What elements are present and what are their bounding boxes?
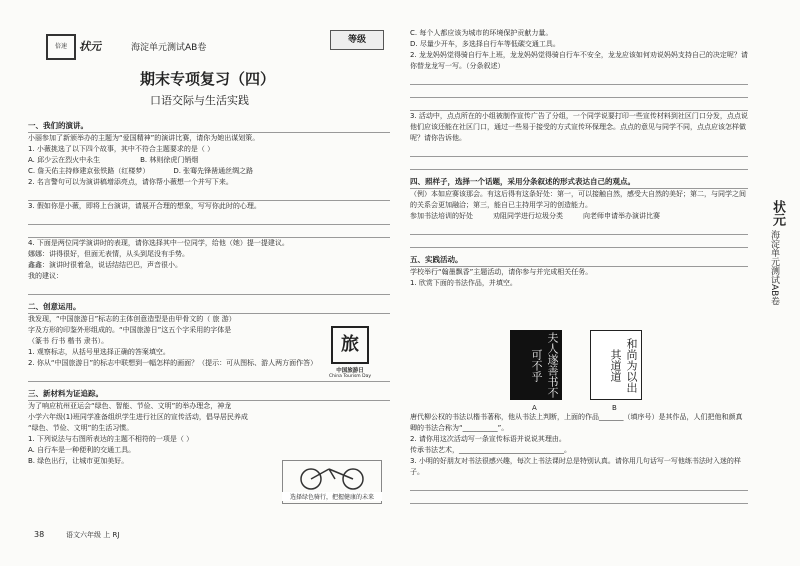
calligraphy-works	[510, 330, 670, 410]
answer-line[interactable]	[28, 227, 390, 238]
question-right-2: 2. 龙龙妈妈觉得骑自行车上班，龙龙妈妈觉得骑自行车不安全，龙龙应该如何劝说妈妈支持自己的决定呢？请你替龙龙写一写。（分条叙述）	[410, 51, 748, 70]
section-5-q2-line: 传承书法艺术，______________________________。	[410, 446, 571, 454]
section-5-q2: 2. 请你用这次活动写一条宣传标语并说说其理由。	[410, 435, 566, 443]
topic-option[interactable]: 向老师申请举办演讲比赛	[583, 212, 660, 220]
option-c: C. 詹天佑主持修建京张铁路（红楼梦）	[28, 167, 150, 175]
section-3-q1: 1. 下列说法与右图所表达的主题不相符的一项是（ ）	[28, 435, 194, 443]
spine-name: 状元	[770, 200, 785, 226]
section-5-q1: 1. 欣赏下面的书法作品，并填空。	[410, 279, 517, 287]
logo-caption-cn: 中国旅游日	[336, 368, 364, 374]
bike-caption: 选择绿色骑行，把握健康的未来	[282, 492, 382, 501]
answer-line[interactable]	[410, 237, 748, 248]
section-3-p2: 小学六年级(1)班同学准备组织学生进行社区的宣传活动，倡导居民养成	[28, 413, 248, 421]
spine-series: 海淀单元测试AB卷	[769, 230, 779, 306]
section-2-p3: （篆书 行书 楷书 隶书）。	[28, 337, 109, 345]
right-column-lower	[410, 412, 748, 504]
calligraphy-b-label: B	[612, 404, 617, 412]
section-5-title: 五、实践活动。	[410, 254, 748, 267]
student-b-text: 鑫鑫：演讲时很着急，说话结结巴巴，声音很小。	[28, 261, 182, 269]
section-5-q3: 3. 小明的好朋友对书法很感兴趣，每次上书法课时总是特别认真。请你用几句话写一写他练书法时入迷的样子。	[410, 457, 741, 476]
question-3: 3. 假如你是小薇，即将上台演讲，请展开合理的想象，写写你此时的心理。	[28, 202, 261, 210]
answer-line[interactable]	[410, 74, 748, 85]
question-2: 2. 名言警句可以为演讲稿增添亮点，请你帮小薇想一个并写下来。	[28, 178, 233, 186]
logo-mark-icon: 旅	[331, 326, 369, 364]
section-4-title: 四、照样子，选择一个话题，采用分条叙述的形式表达自己的观点。	[410, 176, 748, 189]
option-d: D. 张骞先锋凿通丝绸之路	[173, 167, 254, 175]
page-subtitle: 口语交际与生活实践	[150, 94, 249, 107]
question-1: 1. 小薇挑选了以下四个故事，其中不符合主题要求的是（ ）	[28, 145, 215, 153]
grade-tag: 等级	[330, 30, 384, 50]
brand-name: 状元	[79, 40, 101, 53]
section-1-intro: 小丽参加了新颁举办的主题为“爱国精神”的演讲比赛，请你为她出谋划策。	[28, 134, 260, 142]
answer-line[interactable]	[28, 284, 390, 295]
section-2-p1: 我发现，“中国旅游日”标志的主体创意造型是由甲骨文的（ 旅 游）	[28, 315, 236, 323]
logo-caption-en: China Tourism Day	[328, 374, 372, 379]
calligraphy-a: 夫人遂善书不可不乎	[510, 330, 562, 400]
section-5-q1-fill: 唐代柳公权的书法以楷书著称，他从书法上判断，上面的作品_______（填序号）是其作品，人们把他和颜真卿的书法合称为“__________”。	[410, 413, 743, 432]
question-4: 4. 下面是两位同学演讲时的表现，请你选择其中一位同学，给他（她）提一提建议。	[28, 239, 289, 247]
section-2-q2: 2. 你从“中国旅游日”的标志中联想到一幅怎样的画面？（提示：可从图标、游人两方面作答）	[28, 359, 318, 367]
option-a: A. 邱少云在烈火中永生	[28, 156, 101, 164]
section-3-q1-b: B. 绿色出行，让城市更加美好。	[28, 457, 129, 465]
section-3-title: 三、新材料为证追踪。	[28, 388, 390, 401]
right-column	[410, 28, 748, 289]
answer-line[interactable]	[410, 224, 748, 235]
my-suggestion-label: 我的建议：	[28, 272, 63, 280]
answer-line[interactable]	[28, 214, 390, 225]
brand-series: 海淀单元测试AB卷	[131, 43, 207, 53]
calligraphy-b: 和尚为以出其道道	[590, 330, 642, 400]
section-4-options	[410, 211, 748, 222]
spine-brand	[768, 200, 790, 380]
brand-header	[46, 34, 346, 60]
footer-book-info: 语文六年级 上 RJ	[66, 531, 120, 539]
answer-line[interactable]	[410, 493, 748, 504]
section-3-p1: 为了响应杭州亚运会“绿色、智能、节俭、文明”的举办理念，神龙	[28, 402, 232, 410]
bicycle-icon	[283, 461, 381, 491]
topic-option[interactable]: 参加书法培训的好处	[410, 212, 473, 220]
section-3-q1-a: A. 自行车是一种便利的交通工具。	[28, 446, 136, 454]
student-a-text: 娜娜：讲得很好，但面无表情，从头到尾没有手势。	[28, 250, 189, 258]
answer-line[interactable]	[28, 190, 390, 201]
question-right-3: 3. 活动中，点点所在的小组被制作宣传广告了分组，一个同学说要打印一些宣传材料到社区门口分发，点点说他们应该还能在社区门口，通过一些易于接受的方式宣传环保理念。点点的意见与同学不同，点点应该怎样做呢？请你告诉他。	[410, 112, 748, 142]
option-c-right: C. 每个人都应该为城市的环境保护贡献力量。	[410, 29, 553, 37]
brand-logo-icon: 倍速	[46, 34, 76, 60]
left-column	[28, 114, 390, 467]
page-number: 38	[34, 530, 45, 539]
answer-line[interactable]	[410, 159, 748, 170]
topic-option[interactable]: 劝阻同学进行垃圾分类	[493, 212, 563, 220]
tourism-day-logo	[320, 326, 380, 384]
option-d-right: D. 尽量少开车，多选择自行车等低碳交通工具。	[410, 40, 560, 48]
calligraphy-a-label: A	[532, 404, 537, 412]
section-5-intro: 学校举行“翰墨飘香”主题活动，请你参与并完成相关任务。	[410, 268, 593, 276]
section-3-p3: “绿色、节俭、文明”的生活习惯。	[28, 424, 134, 432]
section-2-q1: 1. 观察标志，从括号里选择正确的答案填空。	[28, 348, 170, 356]
section-2-p2: 字及方形的印鉴外形组成的。“中国旅游日”这五个字采用的字体是	[28, 326, 232, 334]
section-2-title: 二、创意运用。	[28, 301, 390, 314]
answer-line[interactable]	[410, 480, 748, 491]
page-title: 期末专项复习（四）	[140, 70, 276, 88]
answer-line[interactable]	[410, 87, 748, 98]
answer-line[interactable]	[410, 146, 748, 157]
option-b: B. 林则徐虎门销烟	[140, 156, 199, 164]
section-4-example: （例）本如应赛该那会。有这后得有这条好处：第一，可以接触自然，感受大自然的美好；第二，与同学之间的关系会更加融洽；第三，能自已主持用学习的创造能力。	[410, 190, 746, 209]
answer-line[interactable]	[410, 100, 748, 111]
section-1-title: 一、我们的演讲。	[28, 120, 390, 133]
